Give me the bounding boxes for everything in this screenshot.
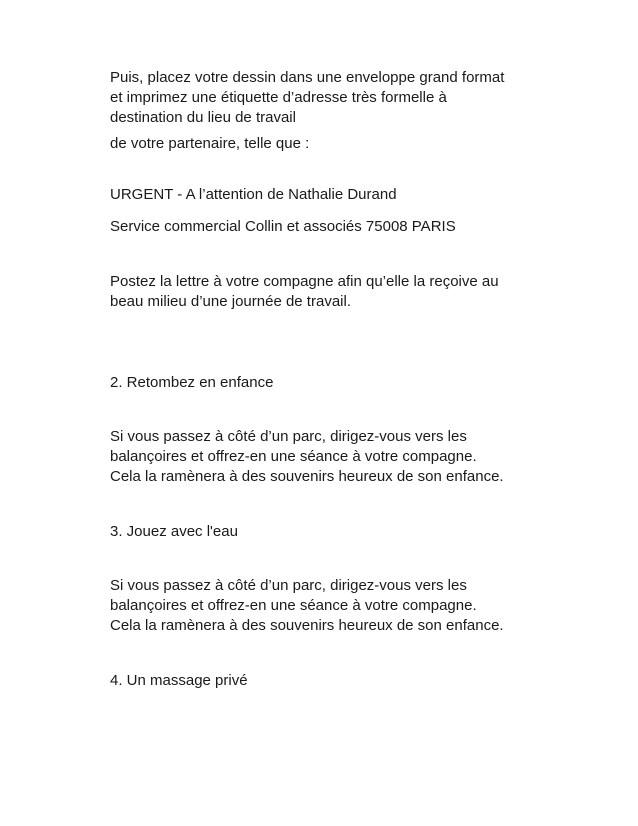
paragraph-text-line: Postez la lettre à votre compagne afin qu’elle la reçoive au — [110, 273, 499, 290]
address-line: URGENT - A l’attention de Nathalie Durand — [110, 186, 397, 203]
section-heading: 4. Un massage privé — [110, 672, 248, 689]
paragraph-text-line: beau milieu d’une journée de travail. — [110, 293, 351, 310]
address-line: Service commercial Collin et associés 75008 PARIS — [110, 218, 456, 235]
paragraph-text-line: et imprimez une étiquette d’adresse très formelle à — [110, 89, 447, 106]
paragraph-text-line: balançoires et offrez-en une séance à votre compagne. — [110, 448, 477, 465]
paragraph-text-line: balançoires et offrez-en une séance à votre compagne. — [110, 597, 477, 614]
paragraph-text-line: Si vous passez à côté d’un parc, dirigez-vous vers les — [110, 428, 467, 445]
paragraph-text-line: Si vous passez à côté d’un parc, dirigez-vous vers les — [110, 577, 467, 594]
section-heading: 3. Jouez avec l'eau — [110, 523, 238, 540]
paragraph-text-line: Cela la ramènera à des souvenirs heureux de son enfance. — [110, 617, 504, 634]
paragraph-text-line: destination du lieu de travail — [110, 109, 296, 126]
section-heading: 2. Retombez en enfance — [110, 374, 274, 391]
paragraph-text-line: Cela la ramènera à des souvenirs heureux de son enfance. — [110, 468, 504, 485]
paragraph-text-line: de votre partenaire, telle que : — [110, 135, 310, 152]
paragraph-text-line: Puis, placez votre dessin dans une enveloppe grand format — [110, 69, 505, 86]
